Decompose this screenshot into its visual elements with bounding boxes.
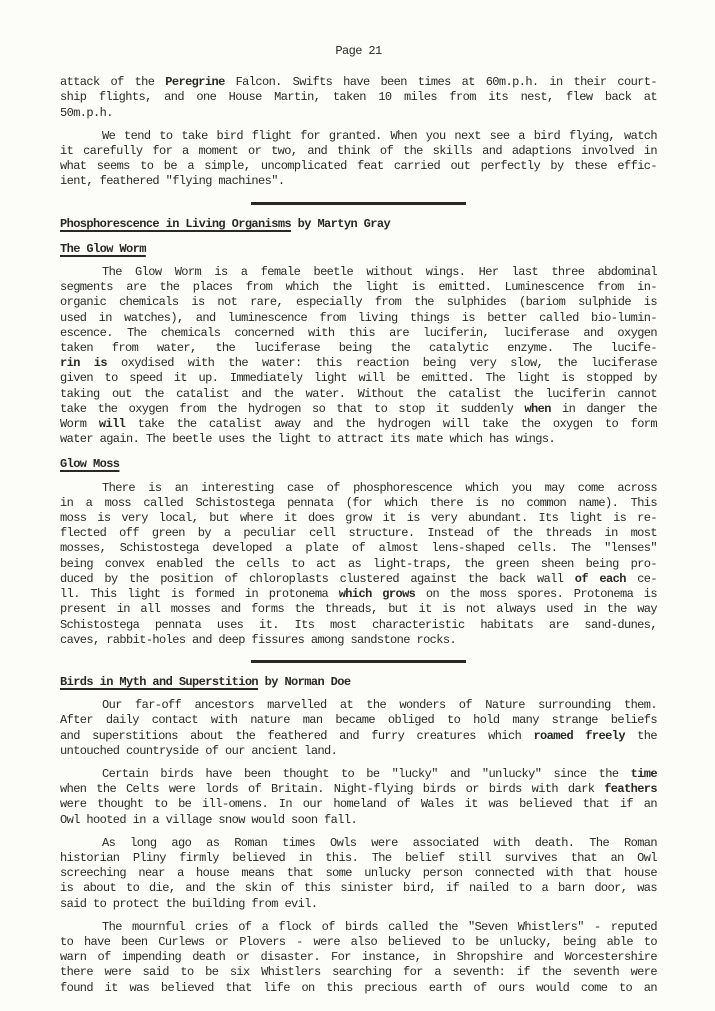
- plain-text: ient, feathered "flying machines".: [60, 174, 285, 189]
- text-line: [60, 965, 657, 980]
- text-line: [60, 356, 657, 371]
- plain-text: The Glow Worm is a female beetle without wings. Her last three abdominal: [102, 265, 657, 280]
- text-line: [60, 797, 657, 812]
- text-line: [60, 744, 657, 759]
- bold-text: Peregrine: [165, 75, 225, 90]
- subsection-heading: [60, 457, 657, 472]
- bold-text: of each: [574, 571, 626, 586]
- plain-text: what seems to be a simple, uncomplicated feat carried out perfectly by these effic-: [60, 159, 657, 174]
- article-byline: by Norman Doe: [258, 674, 351, 689]
- plain-text: being convex enabled the cells to act as light-traps, the green sheen being pro-: [60, 556, 657, 571]
- text-line: [60, 618, 657, 633]
- text-line: [60, 920, 657, 935]
- plain-text: ship flights, and one House Martin, taken 10 miles from its nest, flew back at: [60, 90, 657, 105]
- paragraph: [60, 920, 657, 996]
- plain-text: were thought to be ill-omens. In our homeland of Wales it was believed that if an: [60, 797, 657, 812]
- page-body: [60, 75, 657, 996]
- plain-text: Owl hooted in a village snow would soon fall.: [60, 812, 358, 827]
- plain-text: and superstitions about the feathered and furry creatures which: [60, 728, 534, 743]
- text-line: [60, 90, 657, 105]
- plain-text: is about to die, and the skin of this sinister bird, if nailed to a barn door, was: [60, 881, 657, 896]
- plain-text: escence. The chemicals concerned with this are luciferin, luciferase and oxygen: [60, 325, 657, 340]
- page-number: Page 21: [335, 44, 382, 58]
- article-title: Phosphorescence in Living Organisms: [60, 216, 292, 231]
- text-line: [60, 265, 657, 280]
- bold-text: feathers: [604, 782, 657, 797]
- plain-text: duced by the position of chloroplasts clustered against the back wall: [60, 571, 575, 586]
- text-line: [60, 557, 657, 572]
- plain-text: there were said to be six Whistlers searching for a seventh: if the seventh were: [60, 965, 657, 980]
- bold-text: when: [524, 401, 551, 416]
- paragraph: [60, 129, 657, 190]
- paragraph: [60, 698, 657, 759]
- paragraph: [60, 481, 657, 648]
- text-line: [60, 935, 657, 950]
- text-line: [60, 402, 657, 417]
- plain-text: Our far-off ancestors marvelled at the wonders of Nature surrounding them.: [102, 698, 657, 713]
- plain-text: found it was believed that life on this precious earth of ours would come to an: [60, 980, 657, 995]
- text-line: [60, 326, 657, 341]
- subsection-title: Glow Moss: [60, 457, 120, 472]
- text-line: [60, 159, 657, 174]
- text-line: [60, 526, 657, 541]
- text-line: [60, 481, 657, 496]
- plain-text: ce-: [625, 571, 657, 586]
- text-line: [60, 587, 657, 602]
- text-line: [60, 541, 657, 556]
- text-line: [60, 729, 657, 744]
- bold-text: roamed freely: [533, 728, 625, 743]
- plain-text: screeching near a house means that some unlucky person connected with that house: [60, 866, 657, 881]
- plain-text: on the moss spores. Protonema is: [415, 587, 657, 602]
- plain-text: untouched countryside of our ancient land.: [60, 743, 338, 758]
- text-line: [60, 341, 657, 356]
- plain-text: present in all mosses and forms the threads, but it is not always used in the way: [60, 602, 657, 617]
- plain-text: it carefully for a moment or two, and think of the skills and adaptions involved in: [60, 144, 657, 159]
- text-line: [60, 572, 657, 587]
- text-line: [60, 782, 657, 797]
- text-line: [60, 866, 657, 881]
- section-divider: [251, 660, 466, 663]
- plain-text: There is an interesting case of phosphorescence which you may come across: [102, 480, 657, 495]
- plain-text: The mournful cries of a flock of birds called the "Seven Whistlers" - reputed: [102, 919, 657, 934]
- text-line: [60, 602, 657, 617]
- text-line: [60, 897, 657, 912]
- plain-text: in danger the: [550, 401, 657, 416]
- text-line: [60, 813, 657, 828]
- plain-text: given to speed it up. Immediately light will be emitted. The light is stopped by: [60, 371, 657, 386]
- article-title: Birds in Myth and Superstition: [60, 674, 259, 689]
- plain-text: Falcon. Swifts have been times at 60m.p.h. in their court-: [224, 75, 657, 90]
- plain-text: ll. This light is formed in protonema: [60, 587, 339, 602]
- plain-text: Certain birds have been thought to be "lucky" and "unlucky" since the: [102, 766, 631, 781]
- text-line: [60, 295, 657, 310]
- text-line: [60, 496, 657, 511]
- plain-text: 50m.p.h.: [60, 105, 113, 120]
- plain-text: flected off green by a peculiar cell structure. Instead of the threads in most: [60, 526, 657, 541]
- plain-text: water again. The beetle uses the light to attract its mate which has wings.: [60, 432, 556, 447]
- text-line: [60, 981, 657, 996]
- plain-text: taken from water, the luciferase being the catalytic enzyme. The lucife-: [60, 341, 657, 356]
- text-line: [60, 174, 657, 189]
- plain-text: to have been Curlews or Plovers - were also believed to be unlucky, being able to: [60, 934, 657, 949]
- bold-text: time: [630, 766, 657, 781]
- plain-text: After daily contact with nature man became obliged to hold many strange beliefs: [60, 713, 657, 728]
- plain-text: moss is very local, but where it does grow it is very abundant. Its light is re-: [60, 511, 657, 526]
- text-line: [60, 106, 657, 121]
- plain-text: take the catalist away and the hydrogen will take the oxygen to form: [125, 417, 657, 432]
- text-line: [60, 371, 657, 386]
- text-line: [60, 511, 657, 526]
- bold-text: which grows: [338, 587, 416, 602]
- subsection-title: The Glow Worm: [60, 241, 146, 256]
- text-line: [60, 144, 657, 159]
- bold-text: rin is: [60, 356, 107, 371]
- text-line: [60, 75, 657, 90]
- section-divider: [251, 202, 466, 205]
- article-heading: [60, 217, 657, 232]
- paragraph: [60, 265, 657, 447]
- plain-text: historian Pliny firmly believed in this. The belief still survives that an Owl: [60, 850, 657, 865]
- text-line: [60, 713, 657, 728]
- plain-text: organic chemicals is not rare, especially from the sulphides (bariom sulphide is: [60, 295, 657, 310]
- paragraph: [60, 836, 657, 912]
- plain-text: caves, rabbit-holes and deep fissures among sandstone rocks.: [60, 632, 457, 647]
- text-line: [60, 432, 657, 447]
- article-heading: [60, 675, 657, 690]
- text-line: [60, 698, 657, 713]
- plain-text: mosses, Schistostega developed a plate of almost lens-shaped cells. The "lenses": [60, 541, 657, 556]
- plain-text: oxydised with the water: this reaction being very slow, the luciferase: [107, 356, 657, 371]
- plain-text: As long ago as Roman times Owls were associated with death. The Roman: [102, 835, 657, 850]
- plain-text: We tend to take bird flight for granted. When you next see a bird flying, watch: [102, 128, 657, 143]
- plain-text: attack of the: [60, 75, 166, 90]
- plain-text: used in watches), and luminescence from living things is better called bio-lumin-: [60, 310, 657, 325]
- article-byline: by Martyn Gray: [291, 216, 391, 231]
- text-line: [60, 851, 657, 866]
- text-line: [60, 633, 657, 648]
- text-line: [60, 129, 657, 144]
- text-line: [60, 836, 657, 851]
- text-line: [60, 280, 657, 295]
- text-line: [60, 950, 657, 965]
- subsection-heading: [60, 242, 657, 257]
- bold-text: will: [98, 417, 126, 432]
- text-line: [60, 881, 657, 896]
- paragraph: [60, 75, 657, 121]
- plain-text: said to protect the building from evil.: [60, 896, 318, 911]
- plain-text: in a moss called Schistostega pennata (for which there is no common name). This: [60, 495, 657, 510]
- plain-text: taking out the catalist and the water. Without the catalist the luciferin cannot: [60, 386, 657, 401]
- text-line: [60, 311, 657, 326]
- text-line: [60, 417, 657, 432]
- plain-text: take the oxygen from the hydrogen so that to stop it suddenly: [60, 401, 525, 416]
- plain-text: when the Celts were lords of Britain. Night-flying birds or birds with dark: [60, 782, 605, 797]
- text-line: [60, 387, 657, 402]
- plain-text: warn of impending death or disaster. For instance, in Shropshire and Worcestershire: [60, 950, 657, 965]
- text-line: [60, 767, 657, 782]
- paragraph: [60, 767, 657, 828]
- plain-text: Schistostega pennata uses it. Its most characteristic habitats are sand-dunes,: [60, 617, 657, 632]
- plain-text: Worm: [60, 417, 99, 432]
- plain-text: the: [624, 728, 657, 743]
- plain-text: segments are the places from which the light is emitted. Luminescence from in-: [60, 280, 657, 295]
